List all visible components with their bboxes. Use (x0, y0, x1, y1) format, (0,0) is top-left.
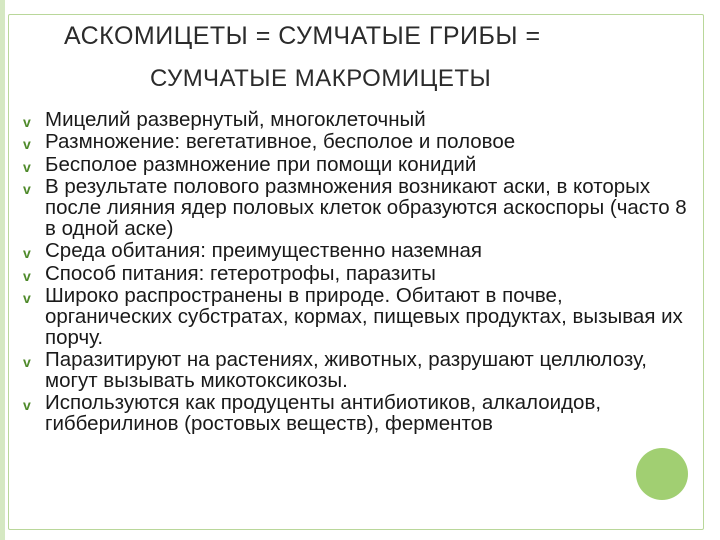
bullet-item (20, 393, 692, 435)
bullet-list (20, 110, 692, 436)
bullet-text: Размножение: вегетативное, бесполое и половое (45, 130, 516, 154)
bullet-text: Среда обитания: преимущественно наземная (45, 239, 483, 263)
bullet-item (20, 152, 692, 176)
bullet-text: Способ питания: гетеротрофы, паразиты (45, 261, 436, 285)
bullet-item (20, 283, 692, 349)
slide-title-line2: СУМЧАТЫЕ МАКРОМИЦЕТЫ (150, 65, 492, 92)
decorative-circle (636, 448, 688, 500)
bullet-text: Бесполое размножение при помощи конидий (45, 152, 477, 176)
checkmark-v-icon: v (23, 136, 31, 153)
left-accent-bar (0, 0, 5, 540)
bullet-item (20, 241, 692, 262)
bullet-text: Используются как продуценты антибиотиков, алкалоидов, гибберилинов (ростовых веществ), ферментов (45, 391, 602, 435)
bullet-text: Широко распространены в природе. Обитают в почве, органических субстратах, кормах, пищевых продуктах, вызывая их порчу. (45, 283, 683, 349)
checkmark-v-icon: v (23, 289, 31, 306)
bullet-item (20, 347, 692, 392)
checkmark-v-icon: v (23, 245, 31, 262)
bullet-item (20, 261, 692, 285)
bullet-item (20, 132, 692, 153)
bullet-item (20, 177, 692, 239)
bullet-text: Мицелий развернутый, многоклеточный (45, 108, 426, 131)
checkmark-v-icon: v (23, 353, 31, 370)
checkmark-v-icon: v (23, 114, 31, 130)
bullet-text: В результате полового размножения возникают аски, в которых после лияния ядер половых клеток образуются аскоспоры (часто 8 в одной аске) (45, 175, 687, 240)
bullet-item (20, 110, 692, 131)
slide-title-line1: АСКОМИЦЕТЫ = СУМЧАТЫЕ ГРИБЫ = (64, 22, 541, 50)
checkmark-v-icon: v (23, 267, 31, 284)
checkmark-v-icon: v (23, 158, 31, 175)
checkmark-v-icon: v (23, 397, 31, 414)
checkmark-v-icon: v (23, 181, 31, 198)
bullet-text: Паразитируют на растениях, животных, разрушают целлюлозу, могут вызывать микотоксикозы. (45, 347, 647, 392)
